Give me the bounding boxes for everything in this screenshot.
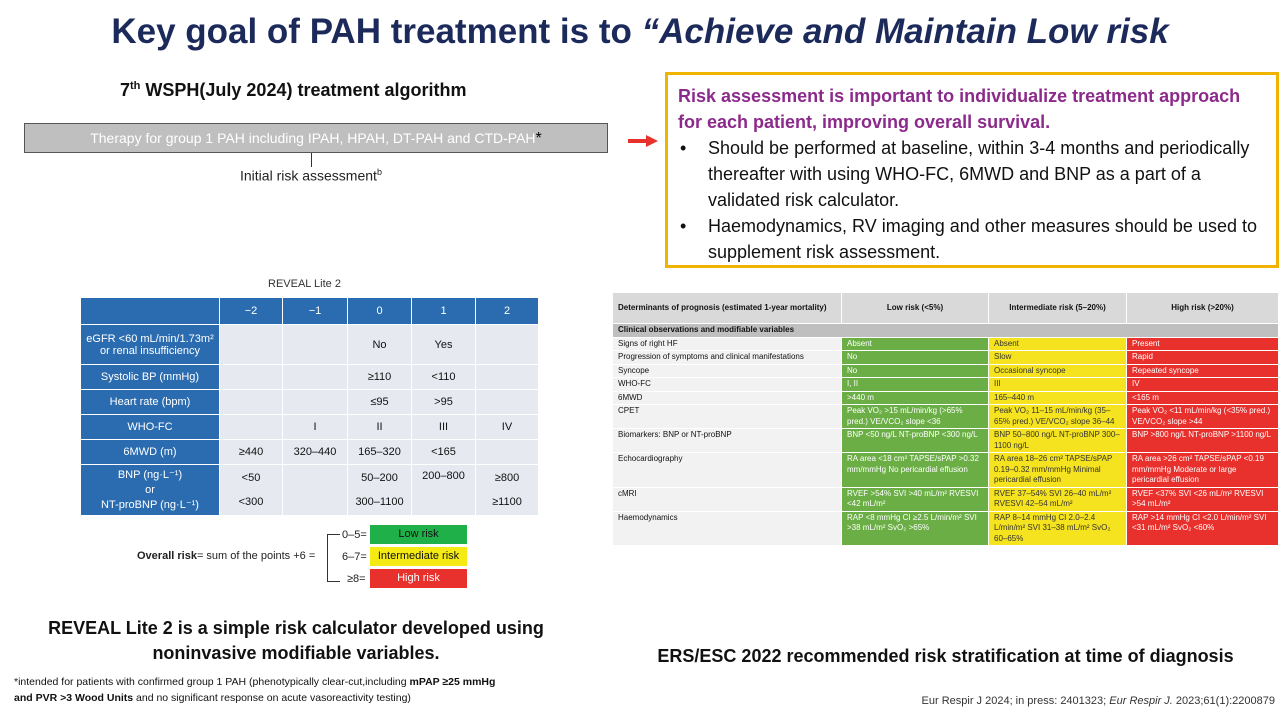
- esc-determinant: Syncope: [613, 364, 842, 378]
- cell-value: ≥1100: [492, 496, 522, 508]
- esc-cell: RA area <18 cm² TAPSE/sPAP >0.32 mm/mmHg No pericardial effusion: [842, 453, 989, 488]
- cell-value: 200–800: [422, 470, 465, 482]
- table-row-bnp: [81, 465, 539, 516]
- esc-determinant: 6MWD: [613, 391, 842, 405]
- initial-risk-sup: b: [376, 167, 382, 177]
- initial-risk-text: Initial risk assessment: [240, 167, 377, 184]
- ref-text: Eur Respir J 2024; in press: 2401323;: [921, 695, 1110, 707]
- esc-determinant: Echocardiography: [613, 453, 842, 488]
- footnote: [14, 674, 614, 706]
- table-cell: [220, 325, 283, 365]
- esc-risk-table: [612, 292, 1279, 546]
- references: [870, 695, 1275, 707]
- algorithm-title-number: 7: [120, 80, 131, 100]
- row-label: Systolic BP (mmHg): [81, 365, 220, 390]
- table-cell: [220, 390, 283, 415]
- esc-row: [613, 364, 1279, 378]
- reveal-lite-table: [80, 297, 539, 516]
- bnp-or: or: [145, 483, 155, 496]
- row-label: Heart rate (bpm): [81, 390, 220, 415]
- esc-cell: 165–440 m: [989, 391, 1127, 405]
- esc-cell: Rapid: [1127, 351, 1279, 365]
- esc-row: [613, 487, 1279, 511]
- table-cell: [220, 365, 283, 390]
- table-row: [81, 325, 539, 365]
- table-cell: 320–440: [283, 440, 348, 465]
- risk-assessment-box: [665, 72, 1279, 268]
- table-cell: [476, 440, 539, 465]
- esc-header: Determinants of prognosis (estimated 1-year mortality): [613, 293, 842, 324]
- table-cell: [476, 390, 539, 415]
- esc-cell: Peak VO₂ <11 mL/min/kg (<35% pred.) VE/VCO₂ slope >44: [1127, 405, 1279, 429]
- esc-cell: Peak VO₂ >15 mL/min/kg (>65% pred.) VE/VCO₂ slope <36: [842, 405, 989, 429]
- table-cell: Yes: [412, 325, 476, 365]
- flow-connector: [311, 153, 312, 167]
- table-cell: [283, 365, 348, 390]
- table-cell: <165: [412, 440, 476, 465]
- table-cell: [476, 365, 539, 390]
- risk-bracket: [327, 534, 340, 582]
- esc-header: Intermediate risk (5–20%): [989, 293, 1127, 324]
- esc-cell: RVEF >54% SVI >40 mL/m² RVESVI <42 mL/m²: [842, 487, 989, 511]
- esc-row: [613, 453, 1279, 488]
- reveal-caption: REVEAL Lite 2: [268, 278, 341, 290]
- table-cell: ≤95: [348, 390, 412, 415]
- table-row: [81, 415, 539, 440]
- table-row: [81, 365, 539, 390]
- esc-cell: Occasional syncope: [989, 364, 1127, 378]
- therapy-box: [24, 123, 608, 153]
- esc-header-row: [613, 293, 1279, 324]
- esc-cell: >440 m: [842, 391, 989, 405]
- table-cell: No: [348, 325, 412, 365]
- table-cell: ≥440: [220, 440, 283, 465]
- esc-cell: No: [842, 351, 989, 365]
- esc-row: [613, 391, 1279, 405]
- esc-cell: Present: [1127, 337, 1279, 351]
- table-header-row: [81, 298, 539, 325]
- slide-title: [0, 12, 1280, 52]
- header-cell: −2: [220, 298, 283, 325]
- overall-risk-rest: = sum of the points +6 =: [196, 550, 316, 562]
- header-cell: 2: [476, 298, 539, 325]
- footnote-text: and no significant response on acute vasoreactivity testing): [133, 692, 411, 704]
- table-cell: [220, 465, 283, 516]
- bnp-label: BNP (ng·L⁻¹): [117, 468, 183, 481]
- footnote-text: *intended for patients with confirmed group 1 PAH (phenotypically clear-cut,including: [14, 676, 410, 688]
- table-cell: [283, 325, 348, 365]
- esc-determinant: cMRI: [613, 487, 842, 511]
- esc-row: [613, 378, 1279, 392]
- intermediate-risk-pill: Intermediate risk: [370, 547, 467, 566]
- table-cell: [476, 465, 539, 516]
- esc-determinant: Haemodynamics: [613, 511, 842, 546]
- algorithm-title: [120, 80, 466, 101]
- ntprobnp-label: NT-proBNP (ng·L⁻¹): [101, 498, 199, 511]
- esc-cell: I, II: [842, 378, 989, 392]
- low-risk-pill: Low risk: [370, 525, 467, 544]
- esc-row: [613, 337, 1279, 351]
- cell-value: <50: [241, 472, 261, 484]
- esc-header: High risk (>20%): [1127, 293, 1279, 324]
- esc-cell: BNP >800 ng/L NT-proBNP >1100 ng/L: [1127, 429, 1279, 453]
- esc-cell: RA area 18–26 cm² TAPSE/sPAP 0.19–0.32 mm/mmHg Minimal pericardial effusion: [989, 453, 1127, 488]
- esc-cell: RA area >26 cm² TAPSE/sPAP <0.19 mm/mmHg Moderate or large pericardial effusion: [1127, 453, 1279, 488]
- row-label-bnp: [81, 465, 220, 516]
- overall-risk-bold: Overall risk: [137, 550, 197, 562]
- table-cell: ≥110: [348, 365, 412, 390]
- therapy-box-text: Therapy for group 1 PAH including IPAH, HPAH, DT-PAH and CTD-PAH: [90, 130, 536, 146]
- esc-determinant: CPET: [613, 405, 842, 429]
- table-cell: [476, 325, 539, 365]
- red-arrow-icon: [628, 133, 658, 149]
- risk-box-bullets: [678, 135, 1266, 265]
- table-row: [81, 390, 539, 415]
- esc-cell: RAP 8–14 mmHg CI 2.0–2.4 L/min/m² SVI 31–38 mL/m² SvO₂ 60–65%: [989, 511, 1127, 546]
- overall-risk-label: [137, 550, 315, 562]
- table-cell: [283, 390, 348, 415]
- algorithm-title-text: WSPH(July 2024) treatment algorithm: [140, 80, 467, 100]
- risk-box-heading: Risk assessment is important to individualize treatment approach for each patient, improving overall survival.: [678, 86, 1241, 132]
- esc-cell: <165 m: [1127, 391, 1279, 405]
- table-cell: III: [412, 415, 476, 440]
- table-cell: [220, 415, 283, 440]
- ref-text: 2023;61(1):2200879: [1172, 695, 1275, 707]
- esc-row: [613, 405, 1279, 429]
- row-label: WHO-FC: [81, 415, 220, 440]
- table-cell: I: [283, 415, 348, 440]
- esc-row: [613, 429, 1279, 453]
- header-cell: 1: [412, 298, 476, 325]
- esc-cell: Peak VO₂ 11–15 mL/min/kg (35–65% pred.) VE/VCO₂ slope 36–44: [989, 405, 1127, 429]
- table-cell: 165–320: [348, 440, 412, 465]
- esc-cell: Slow: [989, 351, 1127, 365]
- table-cell: >95: [412, 390, 476, 415]
- cell-value: 50–200: [361, 472, 398, 484]
- high-risk-pill: High risk: [370, 569, 467, 588]
- esc-cell: RVEF <37% SVI <26 mL/m² RVESVI >54 mL/m²: [1127, 487, 1279, 511]
- esc-cell: RAP >14 mmHg CI <2.0 L/min/m² SVI <31 mL/m² SvO₂ <60%: [1127, 511, 1279, 546]
- esc-cell: RVEF 37–54% SVI 26–40 mL/m² RVESVI 42–54 mL/m²: [989, 487, 1127, 511]
- esc-cell: III: [989, 378, 1127, 392]
- cell-value: <300: [238, 496, 264, 508]
- esc-cell: BNP <50 ng/L NT-proBNP <300 ng/L: [842, 429, 989, 453]
- score-range: ≥8=: [347, 573, 366, 585]
- table-cell: [412, 465, 476, 516]
- esc-section: Clinical observations and modifiable variables: [613, 324, 1279, 338]
- header-cell: [81, 298, 220, 325]
- algorithm-title-sup: th: [130, 80, 141, 92]
- esc-risk-table-container: [612, 292, 1279, 630]
- footnote-bold: mPAP ≥25 mmHg: [409, 676, 496, 688]
- cell-value: ≥800: [494, 472, 520, 484]
- esc-body: [613, 337, 1279, 546]
- therapy-asterisk: *: [535, 130, 542, 147]
- esc-cell: BNP 50–800 ng/L NT-proBNP 300–1100 ng/L: [989, 429, 1127, 453]
- table-cell: [283, 465, 348, 516]
- esc-section-row: [613, 324, 1279, 338]
- esc-row: [613, 351, 1279, 365]
- esc-cell: Absent: [842, 337, 989, 351]
- table-cell: [348, 465, 412, 516]
- row-label: eGFR <60 mL/min/1.73m² or renal insufficiency: [81, 325, 220, 365]
- header-cell: −1: [283, 298, 348, 325]
- esc-header: Low risk (<5%): [842, 293, 989, 324]
- esc-cell: No: [842, 364, 989, 378]
- title-prefix: Key goal of PAH treatment is to: [111, 12, 642, 51]
- row-label: 6MWD (m): [81, 440, 220, 465]
- footnote-bold: and PVR >3 Wood Units: [14, 692, 134, 704]
- esc-row: [613, 511, 1279, 546]
- esc-cell: Absent: [989, 337, 1127, 351]
- esc-determinant: Progression of symptoms and clinical manifestations: [613, 351, 842, 365]
- esc-cell: IV: [1127, 378, 1279, 392]
- header-cell: 0: [348, 298, 412, 325]
- table-cell: <110: [412, 365, 476, 390]
- esc-determinant: Signs of right HF: [613, 337, 842, 351]
- esc-determinant: Biomarkers: BNP or NT-proBNP: [613, 429, 842, 453]
- title-emphasis: “Achieve and Maintain Low risk: [641, 12, 1169, 51]
- ref-italic: Eur Respir J.: [1109, 695, 1173, 707]
- cell-value: 300–1100: [355, 496, 404, 508]
- esc-cell: Repeated syncope: [1127, 364, 1279, 378]
- table-cell: II: [348, 415, 412, 440]
- esc-caption: ERS/ESC 2022 recommended risk stratification at time of diagnosis: [657, 646, 1234, 666]
- initial-risk-label: [240, 167, 382, 184]
- risk-bullet: • Haemodynamics, RV imaging and other measures should be used to supplement risk assessment.: [708, 213, 1266, 265]
- table-row: [81, 440, 539, 465]
- esc-determinant: WHO-FC: [613, 378, 842, 392]
- table-cell: IV: [476, 415, 539, 440]
- esc-cell: RAP <8 mmHg CI ≥2.5 L/min/m² SVI >38 mL/m² SvO₂ >65%: [842, 511, 989, 546]
- risk-bullet: • Should be performed at baseline, within 3-4 months and periodically thereafter with using WHO-FC, 6MWD and BNP as a part of a validated risk calculator.: [708, 135, 1266, 213]
- reveal-description: REVEAL Lite 2 is a simple risk calculator developed using noninvasive modifiable variables.: [48, 618, 544, 663]
- score-range: 0–5=: [342, 529, 367, 541]
- score-range: 6–7=: [342, 551, 367, 563]
